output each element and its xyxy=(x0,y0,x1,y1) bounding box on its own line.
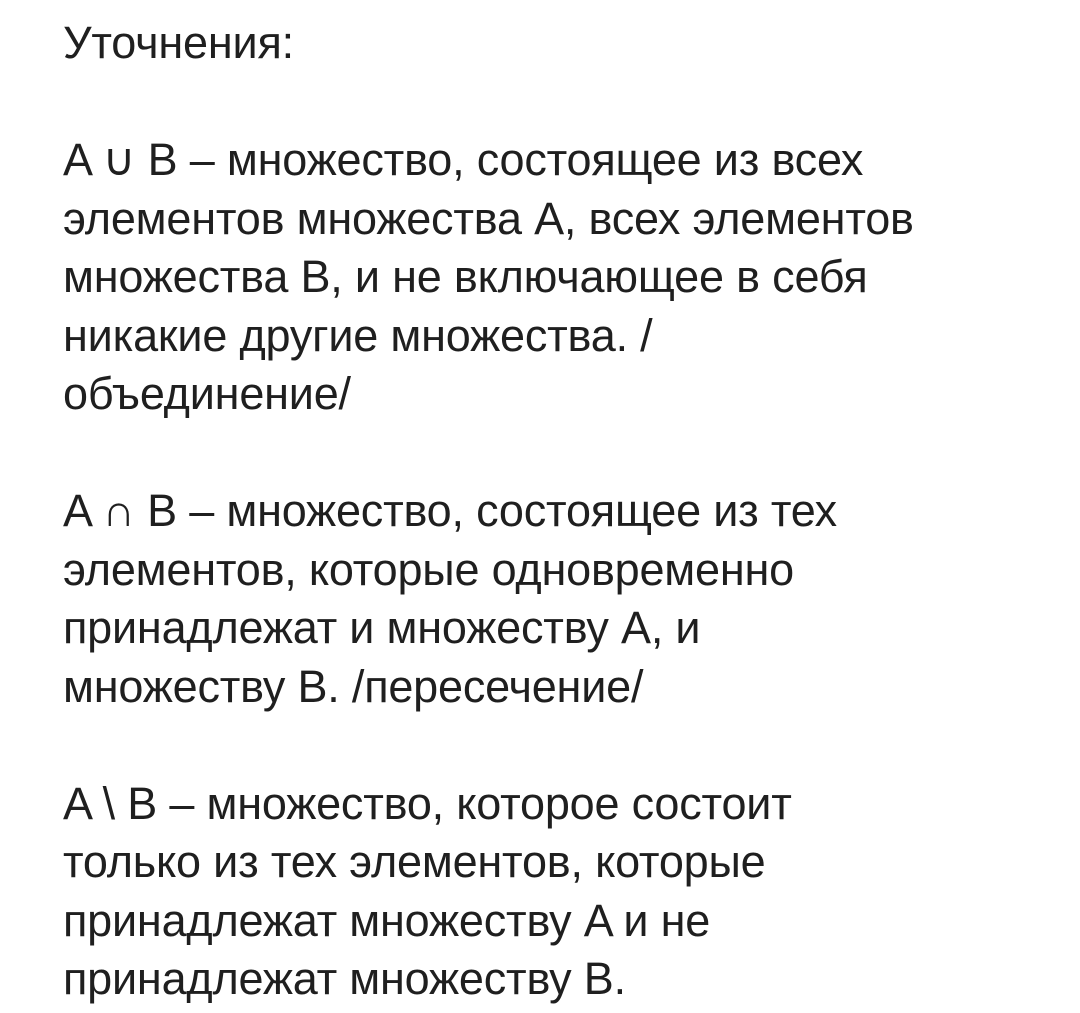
text-line: A ∪ B – множество, состоящее из всех xyxy=(63,134,864,185)
text-line: A ∩ B – множество, состоящее из тех xyxy=(63,485,837,536)
note-heading: Уточнения: xyxy=(63,17,294,68)
paragraph-spacer xyxy=(63,716,1063,775)
note-text xyxy=(63,14,1063,1009)
text-line: множеству B. /пересечение/ xyxy=(63,660,644,712)
text-line: принадлежат множеству A и не xyxy=(63,894,711,946)
union-definition xyxy=(63,131,1063,424)
difference-definition xyxy=(63,775,1063,1009)
text-line: только из тех элементов, которые xyxy=(63,836,766,887)
text-line: принадлежат множеству B. xyxy=(63,953,626,1004)
paragraph-spacer xyxy=(63,424,1063,483)
paragraph-spacer xyxy=(63,73,1063,132)
text-line: A \ B – множество, которое состоит xyxy=(63,777,792,829)
intersection-definition xyxy=(63,482,1063,716)
text-line: элементов, которые одновременно xyxy=(63,543,795,595)
text-line: элементов множества A, всех элементов xyxy=(63,192,914,244)
text-line: объединение/ xyxy=(63,368,351,419)
text-line: никакие другие множества. / xyxy=(63,309,653,361)
text-line: множества B, и не включающее в себя xyxy=(63,251,868,302)
text-line: принадлежат и множеству A, и xyxy=(63,602,701,653)
